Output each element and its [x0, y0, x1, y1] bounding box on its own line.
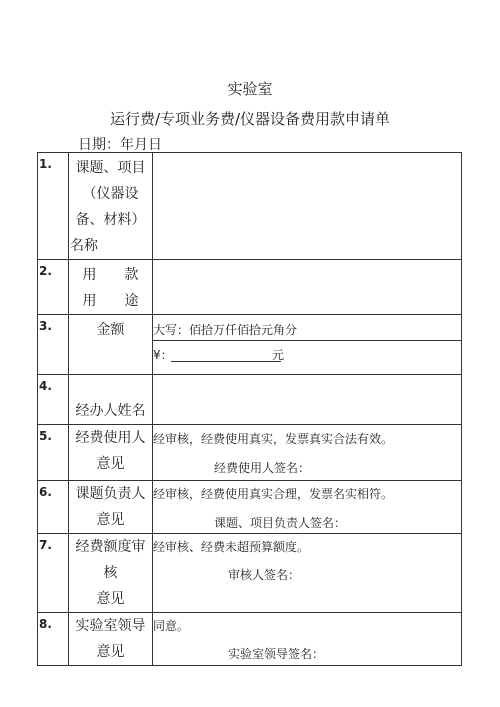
- label-line: 用 途: [82, 293, 139, 309]
- row-number: 3.: [38, 315, 69, 375]
- row-number: 5.: [38, 425, 69, 481]
- table-row: [38, 613, 462, 666]
- handler-name-field[interactable]: [153, 375, 462, 425]
- signature-label: 实验室领导签名：: [228, 647, 325, 661]
- lab-leader-opinion-field[interactable]: [153, 613, 462, 666]
- label-line: 经费额度审核: [75, 539, 146, 581]
- application-form-table: [37, 152, 462, 666]
- table-row: [38, 315, 462, 375]
- amount-upper-field[interactable]: [153, 315, 461, 341]
- leader-opinion-field[interactable]: [153, 481, 462, 534]
- lab-leader-opinion-label: [69, 613, 153, 666]
- amount-upper-text: 大写：佰拾万仟佰拾元角分: [153, 323, 298, 337]
- label-line: 金额: [96, 322, 125, 338]
- label-line: 课题负责人: [75, 486, 146, 502]
- amount-cell: [153, 315, 462, 375]
- row-number: 8.: [38, 613, 69, 666]
- label-line: 意见: [96, 644, 125, 660]
- project-name-label: [69, 153, 153, 260]
- date-label: 日期：年月日: [78, 137, 162, 153]
- row-number: 6.: [38, 481, 69, 534]
- row-number: 1.: [38, 153, 69, 260]
- user-opinion-field[interactable]: [153, 425, 462, 481]
- amount-lower-field[interactable]: [153, 341, 461, 373]
- label-line: 经办人姓名: [75, 403, 146, 419]
- row-number: 2.: [38, 260, 69, 315]
- table-row: [38, 425, 462, 481]
- purpose-label: [69, 260, 153, 315]
- label-line: 经费使用人: [75, 430, 146, 446]
- table-row: [38, 260, 462, 315]
- form-title: 运行费/专项业务费/仪器设备费用款申请单: [109, 110, 391, 128]
- label-line: 课题、项目: [75, 160, 146, 176]
- row-number: 4.: [38, 375, 69, 425]
- signature-label: 审核人签名：: [228, 568, 301, 582]
- audit-opinion-field[interactable]: [153, 534, 462, 613]
- label-line: 实验室领导: [75, 618, 146, 634]
- amount-label: [69, 315, 153, 375]
- statement-text: 同意。: [153, 619, 190, 633]
- label-line: 名称: [70, 238, 98, 254]
- label-line: 意见: [96, 512, 125, 528]
- user-opinion-label: [69, 425, 153, 481]
- row-number: 7.: [38, 534, 69, 613]
- project-name-field[interactable]: [153, 153, 462, 260]
- label-line: 意见: [96, 591, 125, 607]
- label-line: 用 款: [82, 267, 139, 283]
- table-row: [38, 534, 462, 613]
- label-line: 意见: [96, 456, 125, 472]
- signature-label: 经费使用人签名：: [214, 461, 311, 475]
- handler-name-label: [69, 375, 153, 425]
- amount-underline: [171, 361, 281, 362]
- table-row: [38, 153, 462, 260]
- purpose-field[interactable]: [153, 260, 462, 315]
- statement-text: 经审核，经费使用真实，发票真实合法有效。: [153, 432, 394, 446]
- signature-label: 课题、项目负责人签名：: [214, 516, 347, 530]
- audit-opinion-label: [69, 534, 153, 613]
- label-line: （仪器设: [82, 186, 139, 202]
- table-row: [38, 481, 462, 534]
- leader-opinion-label: [69, 481, 153, 534]
- table-row: [38, 375, 462, 425]
- lab-heading: 实验室: [227, 80, 273, 98]
- statement-text: 经审核，经费使用真实合理，发票名实相符。: [153, 487, 394, 501]
- statement-text: 经审核、经费未超预算额度。: [153, 540, 310, 554]
- yuan-unit: 元: [272, 348, 285, 362]
- label-line: 备、材料）: [75, 212, 146, 228]
- yen-prefix: ¥：: [153, 348, 173, 362]
